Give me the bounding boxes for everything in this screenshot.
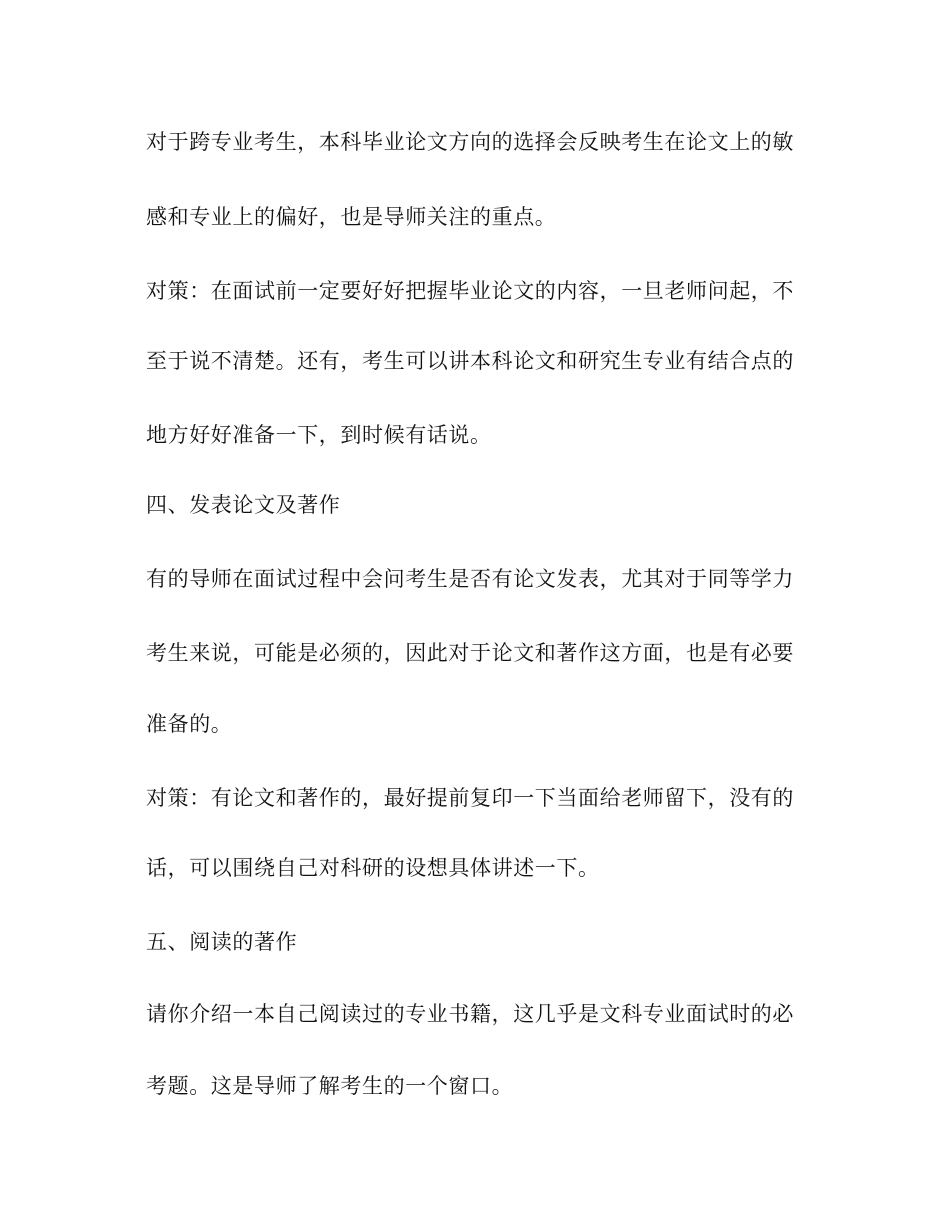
text-line: 感和专业上的偏好，也是导师关注的重点。 [146, 205, 557, 229]
text-line: 话，可以围绕自己对科研的设想具体讲述一下。 [146, 856, 600, 880]
text-line: 地方好好准备一下，到时候有话说。 [146, 423, 492, 447]
section-heading: 四、发表论文及著作 [146, 493, 341, 517]
text-line: 请你介绍一本自己阅读过的专业书籍，这几乎是文科专业面试时的必 [146, 1002, 794, 1026]
text-line: 对策：有论文和著作的，最好提前复印一下当面给老师留下，没有的 [146, 786, 794, 810]
text-line: 有的导师在面试过程中会问考生是否有论文发表，尤其对于同等学力 [146, 567, 794, 591]
text-line: 考题。这是导师了解考生的一个窗口。 [146, 1074, 514, 1098]
text-line: 对策：在面试前一定要好好把握毕业论文的内容，一旦老师问起，不 [146, 279, 794, 303]
text-line: 考生来说，可能是必须的，因此对于论文和著作这方面，也是有必要 [146, 641, 794, 665]
text-line: 至于说不清楚。还有，考生可以讲本科论文和研究生专业有结合点的 [146, 349, 794, 373]
section-heading: 五、阅读的著作 [146, 930, 298, 954]
text-line: 对于跨专业考生，本科毕业论文方向的选择会反映考生在论文上的敏 [146, 130, 794, 154]
text-line: 准备的。 [146, 712, 233, 736]
